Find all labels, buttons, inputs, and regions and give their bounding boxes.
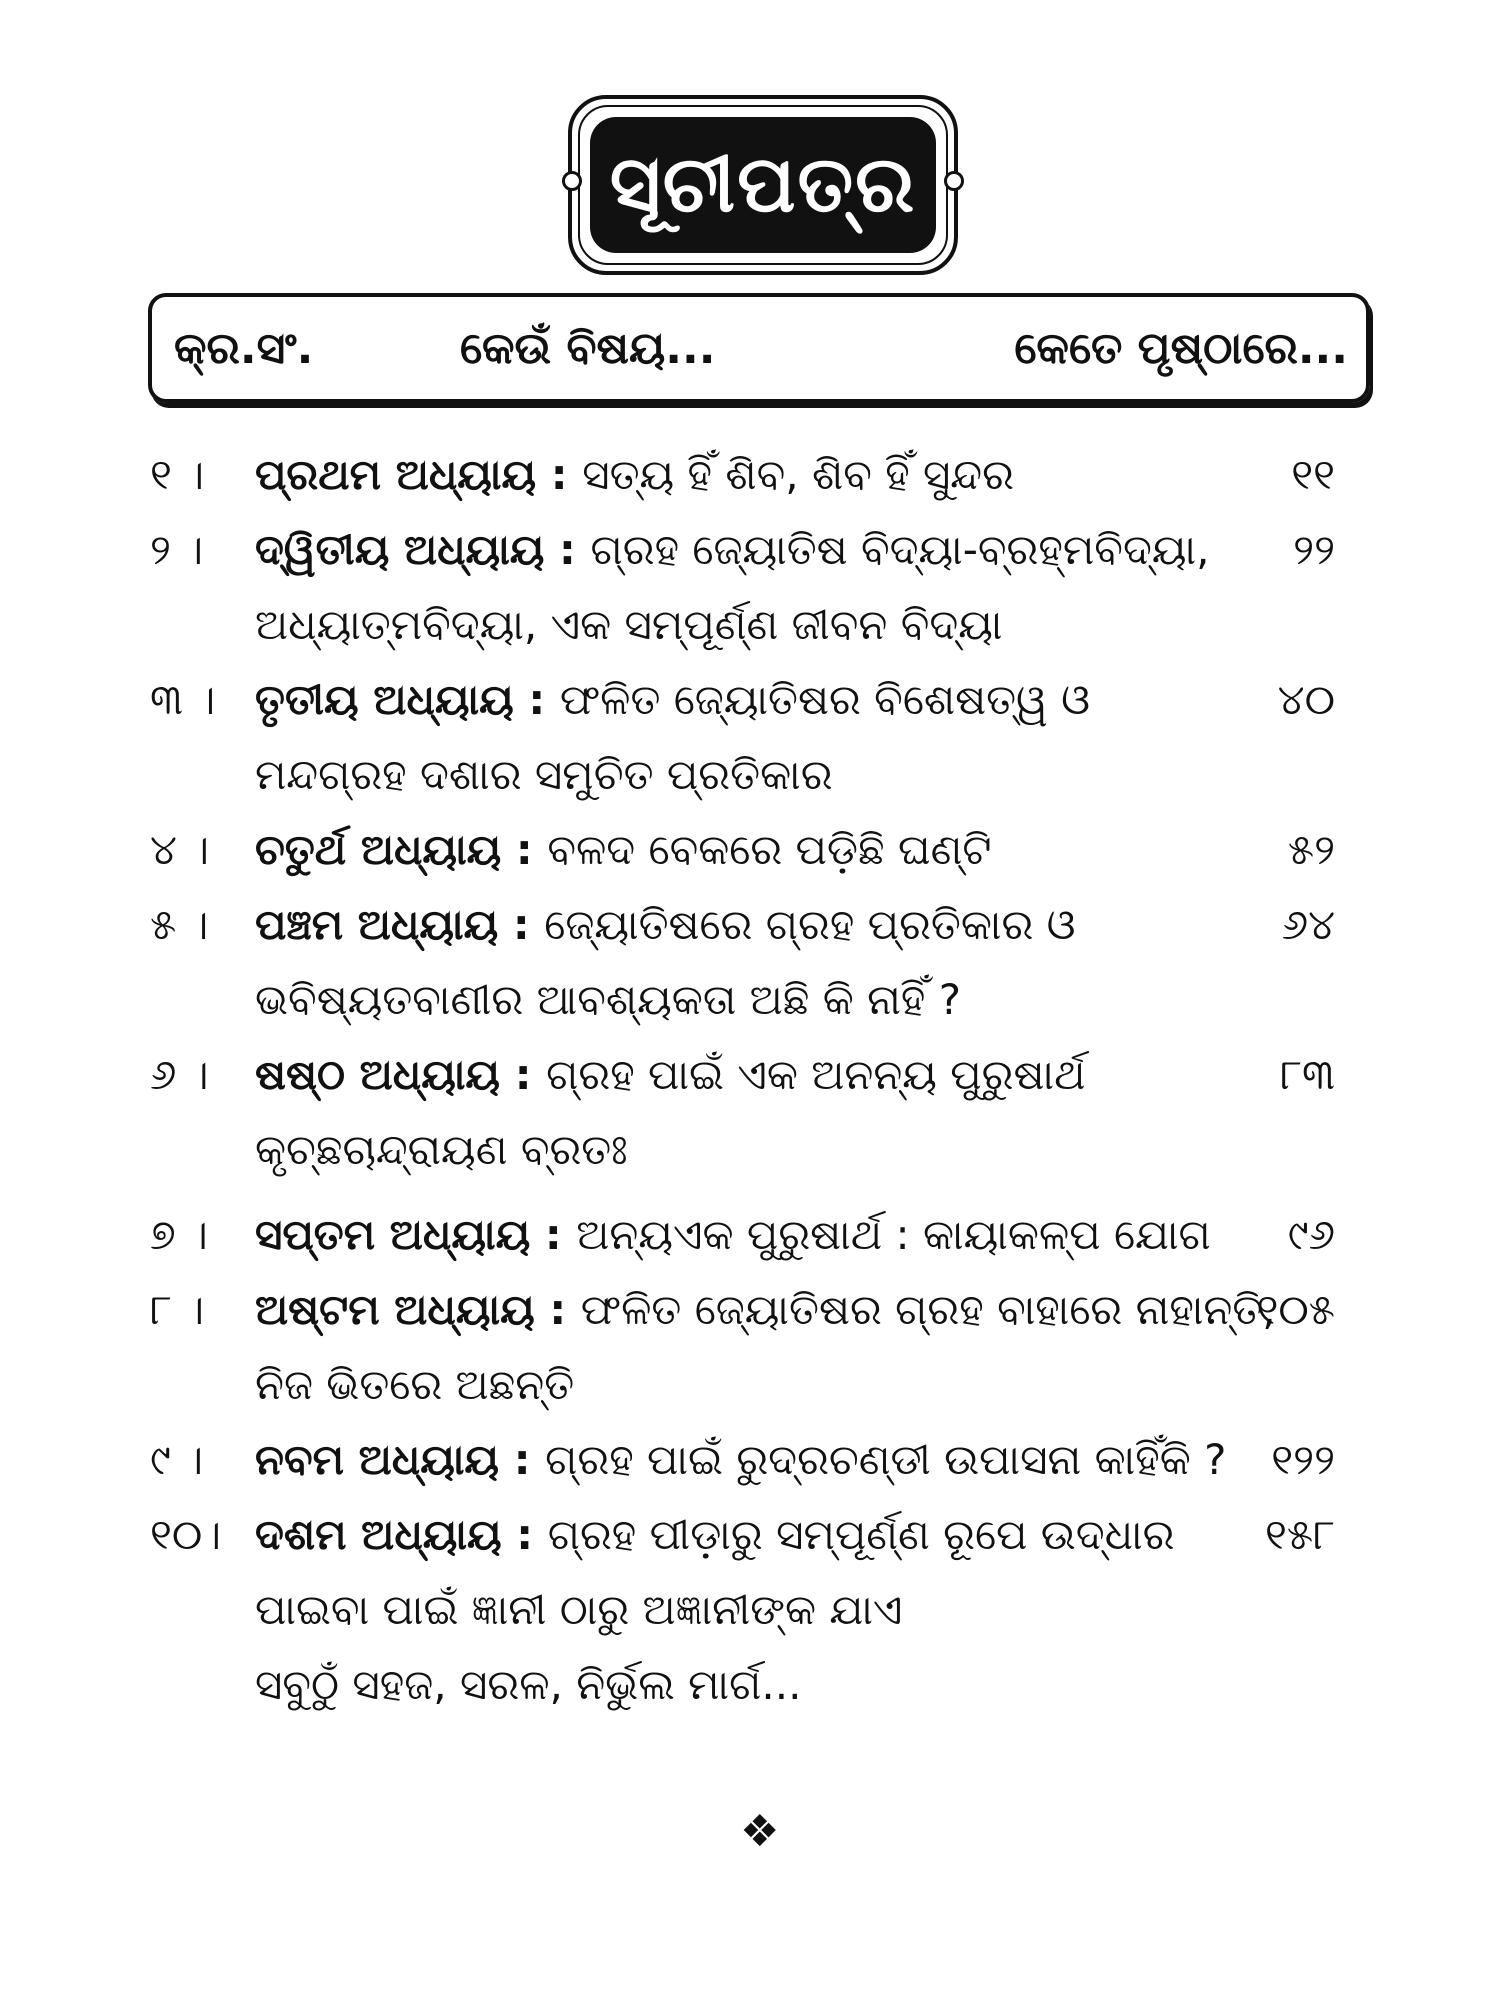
entry-number: ୫ ।: [150, 900, 209, 949]
chapter-name: ପଞ୍ଚମ ଅଧ୍ୟାୟ :: [255, 900, 530, 949]
chapter-name: ଦ୍ୱିତୀୟ ଅଧ୍ୟାୟ :: [255, 525, 576, 574]
chapter-name: ଅଷ୍ଟମ ଅଧ୍ୟାୟ :: [255, 1285, 567, 1334]
entry-number: ୧୦।: [150, 1510, 222, 1559]
entry-number: ୯ ।: [150, 1435, 204, 1484]
list-item: [0, 1425, 1500, 1495]
list-item-continuation: [0, 1350, 1500, 1420]
list-item: [0, 1500, 1500, 1570]
page-number: ୬୪: [1281, 900, 1335, 949]
header-serial-label: କ୍ର.ସଂ.: [174, 323, 314, 374]
entry-number: ୩ ।: [150, 675, 216, 724]
chapter-topic: ବଳଦ ବେକରେ ପଡ଼ିଛି ଘଣ୍ଟି: [547, 825, 992, 874]
chapter-topic-continued: ମନ୍ଦଗ୍ରହ ଦଶାର ସମୁଚିତ ପ୍ରତିକାର: [255, 750, 833, 799]
page-number: ୫୨: [1287, 825, 1335, 874]
list-item: [0, 1040, 1500, 1110]
list-item-continuation: [0, 590, 1500, 660]
page-number: ୧୦୫: [1256, 1285, 1335, 1334]
header-topic-label: କେଉଁ ବିଷୟ...: [460, 323, 716, 374]
chapter-topic-continued: କୃଚ୍ଛଚାନ୍ଦ୍ରାୟଣ ବ୍ରତଃ: [255, 1125, 628, 1174]
chapter-topic: ଫଳିତ ଜ୍ୟୋତିଷର ଗ୍ରହ ବାହାରେ ନାହାନ୍ତି,: [580, 1285, 1276, 1334]
entry-number: ୨ ।: [150, 525, 204, 574]
page-number: ୯୬: [1287, 1210, 1335, 1259]
page-number: ୨୨: [1293, 525, 1335, 574]
page-number: ୧୧: [1291, 450, 1335, 499]
chapter-name: ପ୍ରଥମ ଅଧ୍ୟାୟ :: [255, 450, 568, 499]
list-item-continuation: [0, 740, 1500, 810]
chapter-topic-continued: ନିଜ ଭିତରେ ଅଛନ୍ତି: [255, 1360, 575, 1409]
chapter-topic: ଗ୍ରହ ପୀଡ଼ାରୁ ସମ୍ପୂର୍ଣ୍ଣ ରୂପେ ଉଦ୍ଧାର: [547, 1510, 1175, 1559]
page-number: ୪୦: [1277, 675, 1335, 724]
chapter-topic: ଗ୍ରହ ପାଇଁ ଏକ ଅନନ୍ୟ ପୁରୁଷାର୍ଥ: [546, 1050, 1086, 1099]
entry-number: ୬ ।: [150, 1050, 209, 1099]
entry-number: ୧ ।: [150, 450, 205, 499]
chapter-name: ଚତୁର୍ଥ ଅଧ୍ୟାୟ :: [255, 825, 533, 874]
chapter-topic-continued: ପାଇବା ପାଇଁ ଜ୍ଞାନୀ ଠାରୁ ଅଜ୍ଞାନୀଙ୍କ ଯାଏ: [255, 1585, 903, 1634]
list-item-continuation: [0, 1115, 1500, 1185]
list-item: [0, 1200, 1500, 1270]
list-item: [0, 665, 1500, 735]
chapter-name: ସପ୍ତମ ଅଧ୍ୟାୟ :: [255, 1210, 562, 1259]
list-item: [0, 890, 1500, 960]
chapter-name: ତୃତୀୟ ଅଧ୍ୟାୟ :: [255, 675, 546, 724]
header-page-label: କେତେ ପୃଷ୍ଠାରେ...: [1014, 323, 1348, 374]
list-item-continuation: [0, 965, 1500, 1035]
chapter-topic-continued: ଅଧ୍ୟାତ୍ମବିଦ୍ୟା, ଏକ ସମ୍ପୂର୍ଣ୍ଣ ଜୀବନ ବିଦ୍ୟା: [255, 600, 1003, 649]
page-number: ୮୩: [1280, 1050, 1335, 1099]
chapter-topic: ଫଳିତ ଜ୍ୟୋତିଷର ବିଶେଷତ୍ୱ ଓ: [559, 675, 1091, 724]
list-item: [0, 1275, 1500, 1345]
chapter-topic: ଗ୍ରହ ଜ୍ୟୋତିଷ ବିଦ୍ୟା-ବ୍ରହ୍ମବିଦ୍ୟା,: [590, 525, 1210, 574]
list-item-continuation: [0, 1575, 1500, 1645]
chapter-topic-continued: ଭବିଷ୍ୟତବାଣୀର ଆବଶ୍ୟକତା ଅଛି କି ନାହିଁ ?: [255, 975, 961, 1024]
list-item: [0, 815, 1500, 885]
chapter-topic: ସତ୍ୟ ହିଁ ଶିବ, ଶିବ ହିଁ ସୁନ୍ଦର: [582, 450, 1014, 499]
chapter-topic: ଅନ୍ୟଏକ ପୁରୁଷାର୍ଥ : କାୟାକଳ୍ପ ଯୋଗ: [576, 1210, 1211, 1259]
chapter-topic-continued: ସବୁଠୁଁ ସହଜ, ସରଳ, ନିର୍ଭୁଲ ମାର୍ଗ...: [255, 1660, 802, 1709]
page-number: ୧୨୨: [1271, 1435, 1335, 1484]
chapter-name: ଦଶମ ଅଧ୍ୟାୟ :: [255, 1510, 534, 1559]
entry-number: ୪ ।: [150, 825, 210, 874]
chapter-name: ନବମ ଅଧ୍ୟାୟ :: [255, 1435, 531, 1484]
list-item-continuation: [0, 1650, 1500, 1720]
entry-number: ୮ ।: [150, 1285, 205, 1334]
page-number: ୧୫୮: [1264, 1510, 1335, 1559]
chapter-topic: ଗ୍ରହ ପାଇଁ ରୁଦ୍ରଚଣ୍ଡୀ ଉପାସନା କାହିଁକି ?: [545, 1435, 1227, 1484]
list-item: [0, 440, 1500, 510]
chapter-name: ଷଷ୍ଠ ଅଧ୍ୟାୟ :: [255, 1050, 532, 1099]
page-title: ସୂଚୀପତ୍ର: [609, 140, 917, 230]
entry-number: ୭ ।: [150, 1210, 208, 1259]
ornament-icon: ❖: [740, 1806, 780, 1857]
chapter-topic: ଜ୍ୟୋତିଷରେ ଗ୍ରହ ପ୍ରତିକାର ଓ: [544, 900, 1076, 949]
list-item: [0, 515, 1500, 585]
